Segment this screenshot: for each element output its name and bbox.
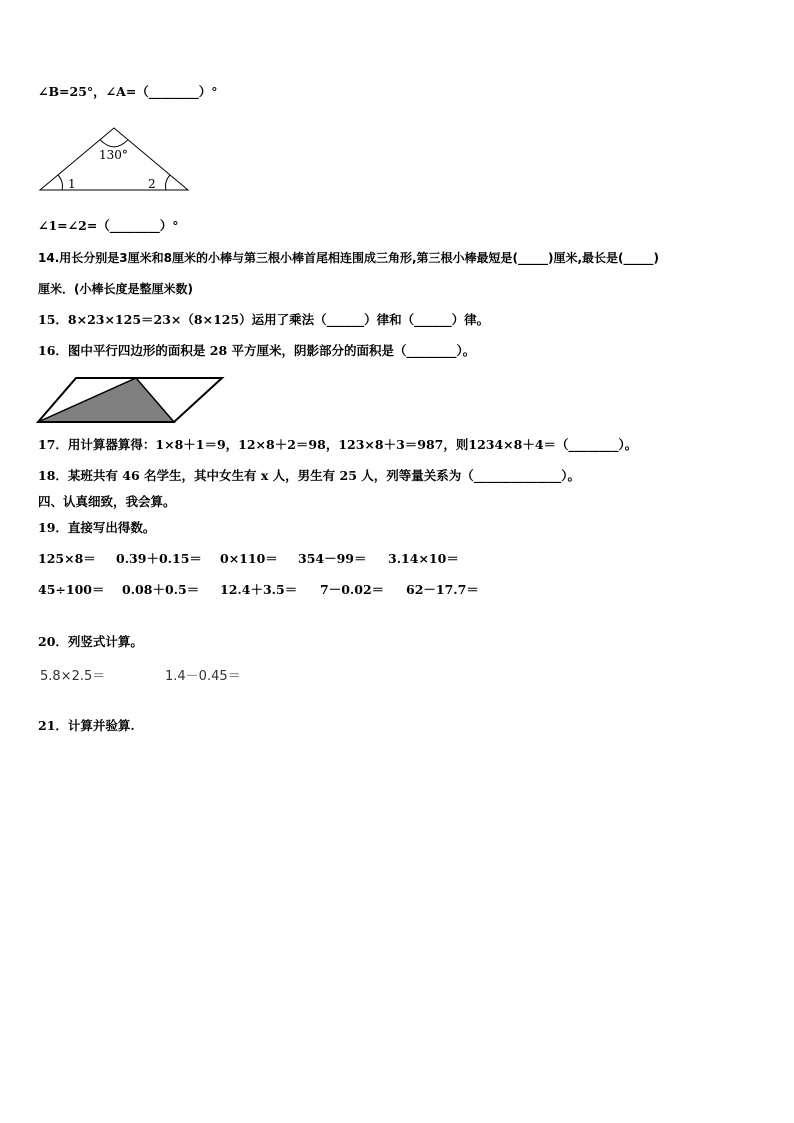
- left-angle-label: 1: [68, 177, 76, 191]
- question-20-title: 20．列竖式计算。: [38, 634, 143, 649]
- calc-item: 354－99＝: [298, 551, 367, 566]
- question-15: 15．8×23×125＝23×（8×125）运用了乘法（______）律和（______）律。: [38, 312, 490, 327]
- calc-item: 0.39＋0.15＝: [116, 551, 202, 566]
- parallelogram-figure: [36, 376, 226, 426]
- calc-item: 3.14×10＝: [388, 551, 459, 566]
- calc-item: 125×8＝: [38, 551, 96, 566]
- right-angle-arc: [166, 175, 171, 190]
- calc-item: 7－0.02＝: [320, 582, 385, 597]
- right-angle-label: 2: [148, 177, 156, 191]
- question-angle-1-2: ∠1=∠2=（________）°: [38, 218, 179, 233]
- triangle-figure: [36, 124, 196, 194]
- question-14-line1: 14.用长分别是3厘米和8厘米的小棒与第三根小棒首尾相连围成三角形,第三根小棒最短是(_____)厘米,最长是(_____): [38, 251, 660, 265]
- calc-item: 0×110＝: [220, 551, 278, 566]
- question-16: 16．图中平行四边形的面积是 28 平方厘米，阴影部分的面积是（________）。: [38, 343, 476, 358]
- question-17: 17．用计算器算得：1×8＋1＝9，12×8＋2＝98，123×8＋3＝987，则1234×8＋4＝（________）。: [38, 437, 638, 452]
- vertical-calc-item: 1.4－0.45＝: [165, 669, 241, 684]
- question-18: 18．某班共有 46 名学生，其中女生有 x 人，男生有 25 人，列等量关系为（______________）。: [38, 468, 580, 483]
- question-19-title: 19．直接写出得数。: [38, 520, 156, 535]
- top-angle-label: 130°: [99, 148, 128, 162]
- question-21: 21．计算并验算.: [38, 718, 135, 733]
- calc-item: 45÷100＝: [38, 582, 105, 597]
- question-angle-b: ∠B=25°，∠A=（________）°: [38, 84, 218, 99]
- calc-item: 62－17.7＝: [406, 582, 479, 597]
- vertical-calc-item: 5.8×2.5＝: [40, 669, 106, 684]
- section-4-heading: 四、认真细致，我会算。: [38, 494, 176, 509]
- left-angle-arc: [58, 175, 63, 190]
- calc-item: 12.4＋3.5＝: [220, 582, 298, 597]
- shaded-triangle: [38, 378, 174, 422]
- question-14-line2: 厘米．(小棒长度是整厘米数): [38, 282, 193, 296]
- calc-item: 0.08＋0.5＝: [122, 582, 200, 597]
- top-angle-arc: [100, 140, 128, 147]
